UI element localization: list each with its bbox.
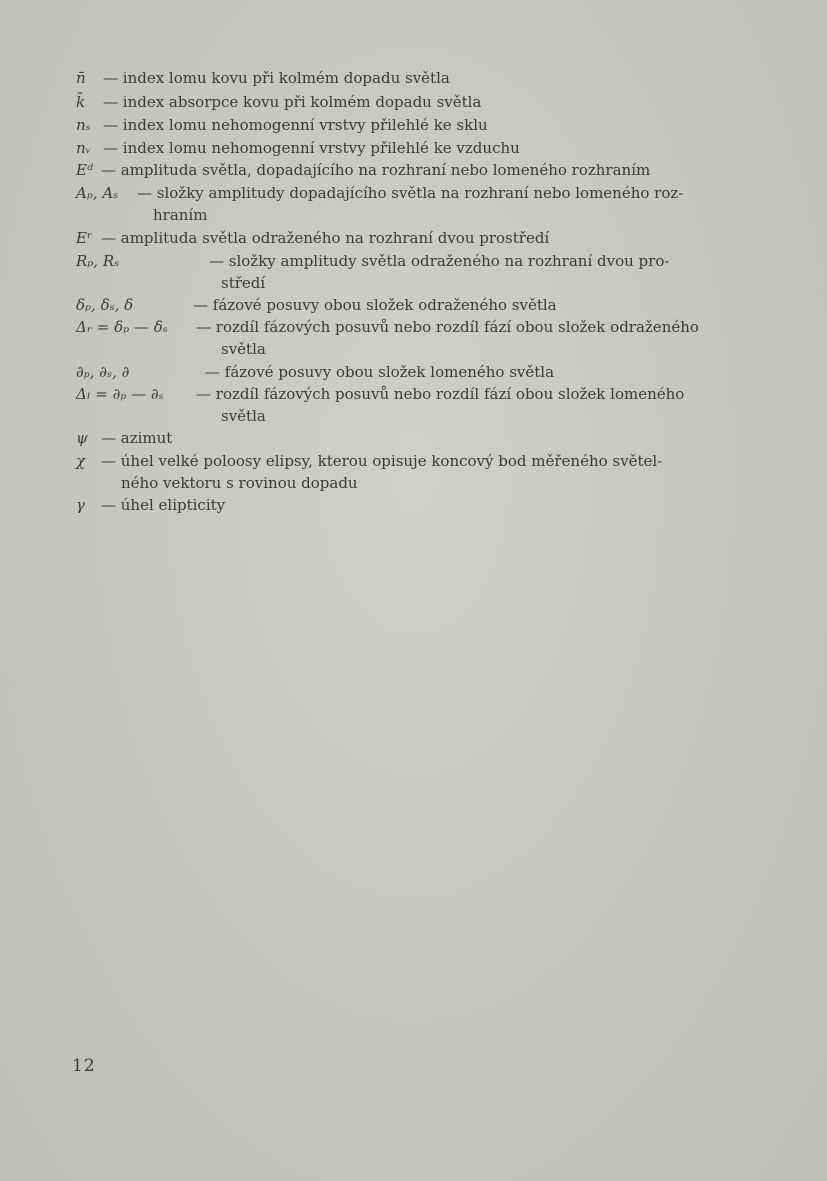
symbol-ap-as: Aₚ, Aₛ bbox=[76, 184, 119, 202]
symbol-gamma: γ bbox=[76, 496, 85, 514]
desc-delta: — fázové posuvy obou složek odraženého světla bbox=[193, 296, 557, 314]
desc-ns: — index lomu nehomogenní vrstvy přilehlé ke sklu bbox=[103, 116, 488, 134]
desc-delta-l: — rozdíl fázových posuvů nebo rozdíl fází obou složek lomeného bbox=[196, 385, 685, 403]
desc-chi: — úhel velké poloosy elipsy, kterou opisuje koncový bod měřeného světel- bbox=[101, 452, 663, 470]
desc-chi-cont: ného vektoru s rovinou dopadu bbox=[121, 474, 358, 492]
symbol-ed: Eᵈ bbox=[76, 161, 93, 179]
desc-delta-r-cont: světla bbox=[221, 340, 266, 358]
symbol-er: Eʳ bbox=[76, 229, 93, 247]
symbol-psi: ψ bbox=[76, 429, 88, 447]
desc-rp-rs: — složky amplitudy světla odraženého na rozhraní dvou pro- bbox=[209, 252, 670, 270]
desc-n: — index lomu kovu při kolmém dopadu světla bbox=[103, 69, 450, 87]
symbol-chi: χ bbox=[76, 452, 86, 470]
desc-gamma: — úhel elipticity bbox=[101, 496, 226, 514]
desc-delta-r: — rozdíl fázových posuvů nebo rozdíl fází obou složek odraženého bbox=[196, 318, 699, 336]
symbol-delta: δₚ, δₛ, δ bbox=[76, 296, 134, 314]
desc-k: — index absorpce kovu při kolmém dopadu světla bbox=[103, 93, 482, 111]
symbol-n: n̄ bbox=[76, 69, 86, 87]
desc-rp-rs-cont: středí bbox=[221, 274, 266, 292]
desc-ap-as: — složky amplitudy dopadajícího světla na rozhraní nebo lomeného roz- bbox=[137, 184, 684, 202]
desc-ed: — amplituda světla, dopadajícího na rozhraní nebo lomeného rozhraním bbox=[101, 161, 651, 179]
desc-delta-l-cont: světla bbox=[221, 407, 266, 425]
symbol-ns: nₛ bbox=[76, 116, 91, 134]
desc-psi: — azimut bbox=[101, 429, 173, 447]
page-number: 12 bbox=[72, 1056, 96, 1076]
symbol-nv: nᵥ bbox=[76, 139, 92, 157]
desc-nv: — index lomu nehomogenní vrstvy přilehlé ke vzduchu bbox=[103, 139, 520, 157]
symbol-partial: ∂ₚ, ∂ₛ, ∂ bbox=[76, 363, 130, 381]
desc-ap-as-cont: hraním bbox=[153, 206, 208, 224]
symbol-rp-rs: Rₚ, Rₛ bbox=[76, 252, 120, 270]
desc-partial: — fázové posuvy obou složek lomeného světla bbox=[205, 363, 555, 381]
desc-er: — amplituda světla odraženého na rozhraní dvou prostředí bbox=[101, 229, 550, 247]
symbol-delta-l: Δₗ = ∂ₚ — ∂ₛ bbox=[76, 385, 164, 403]
symbol-delta-r: Δᵣ = δₚ — δₛ bbox=[76, 318, 168, 336]
symbol-k: k̄ bbox=[76, 93, 86, 111]
